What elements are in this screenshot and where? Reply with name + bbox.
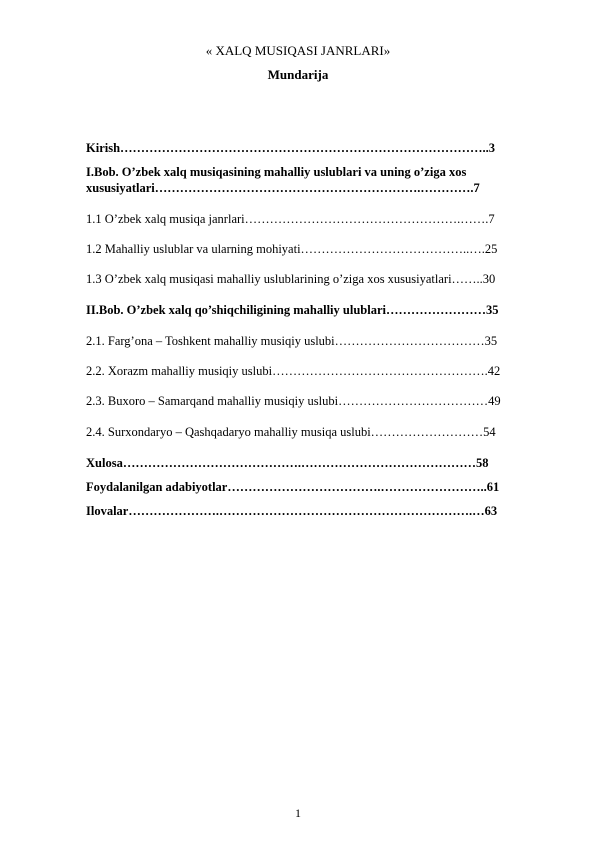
table-of-contents-heading: Mundarija [267, 67, 329, 82]
toc-entry-section-2-4: 2.4. Surxondaryo – Qashqadaryo mahalliy musiqa uslubi………………………54 [86, 425, 496, 439]
toc-entry-section-1-1: 1.1 O’zbek xalq musiqa janrlari…………………………………………….…….7 [86, 212, 495, 226]
toc-entry-chapter-1: I.Bob. O’zbek xalq musiqasining mahalliy uslublari va uning o’ziga xos xususiyatlari……………………………………………………….………….7 [86, 165, 480, 195]
document-title: « XALQ MUSIQASI JANRLARI» [205, 43, 391, 58]
page-number: 1 [295, 806, 301, 820]
toc-entry-chapter-2: II.Bob. O’zbek xalq qo’shiqchiligining mahalliy ulublari……………………35 [86, 303, 499, 317]
toc-entry-section-2-1: 2.1. Farg’ona – Toshkent mahalliy musiqiy uslubi………………………………35 [86, 334, 498, 348]
toc-entry-section-1-2: 1.2 Mahalliy uslublar va ularning mohiyati…………………………………..….25 [86, 242, 498, 256]
toc-entry-section-2-3: 2.3. Buxoro – Samarqand mahalliy musiqiy uslubi………………………………49 [86, 394, 501, 408]
toc-entry-kirish: Kirish……………………………………………………………………………..3 [86, 141, 496, 155]
toc-entry-section-1-3: 1.3 O’zbek xalq musiqasi mahalliy uslublarining o’ziga xos xususiyatlari……..30 [86, 272, 496, 286]
toc-entry-appendices: Ilovalar………………….…………………………………………………….…63 [86, 504, 498, 518]
toc-entry-section-2-2: 2.2. Xorazm mahalliy musiqiy uslubi…………………………………………….42 [86, 364, 501, 378]
toc-entry-xulosa: Xulosa…………………………………….……………………………………58 [86, 456, 489, 470]
toc-entry-bibliography: Foydalanilgan adabiyotlar……………………………….……………………..61 [86, 480, 500, 494]
